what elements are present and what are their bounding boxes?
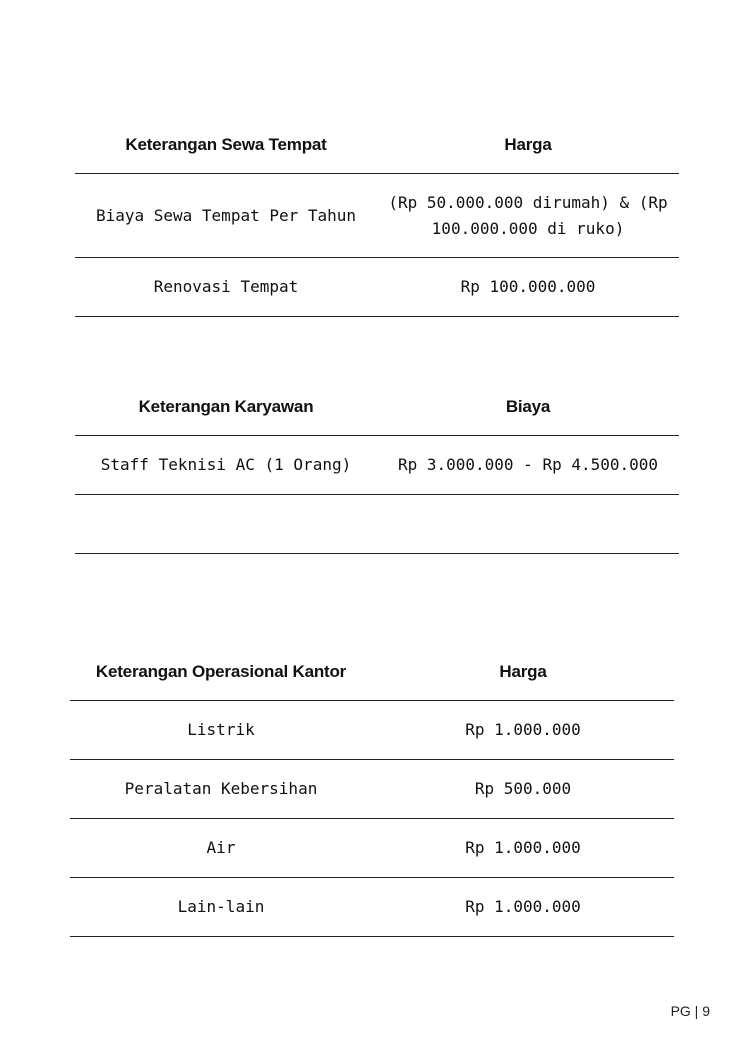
table-row-empty — [75, 495, 679, 554]
table-header — [75, 378, 679, 436]
header-harga: Harga — [499, 661, 547, 681]
header-keterangan: Keterangan Operasional Kantor — [95, 661, 347, 681]
page-number: PG | 9 — [670, 1003, 710, 1019]
table-header — [70, 643, 674, 701]
cell-keterangan: Staff Teknisi AC (1 Orang) — [100, 455, 352, 474]
cell-harga: Rp 100.000.000 — [460, 277, 596, 296]
cell-keterangan: Listrik — [187, 720, 255, 739]
cell-keterangan: Air — [206, 838, 236, 857]
cell-keterangan: Renovasi Tempat — [153, 277, 299, 296]
cell-harga: Rp 1.000.000 — [465, 720, 581, 739]
table-row — [75, 174, 679, 258]
cell-harga: Rp 1.000.000 — [465, 838, 581, 857]
table-sewa-tempat — [75, 116, 679, 317]
header-biaya: Biaya — [505, 396, 551, 416]
table-karyawan — [75, 378, 679, 554]
cell-harga: Rp 500.000 — [474, 779, 572, 798]
header-keterangan: Keterangan Karyawan — [138, 396, 314, 416]
cell-keterangan: Peralatan Kebersihan — [124, 779, 318, 798]
table-row — [70, 878, 674, 937]
cell-keterangan: Biaya Sewa Tempat Per Tahun — [95, 205, 357, 225]
header-keterangan: Keterangan Sewa Tempat — [125, 134, 327, 154]
cell-harga: Rp 1.000.000 — [465, 897, 581, 916]
table-row — [70, 819, 674, 878]
table-row — [75, 258, 679, 317]
cell-keterangan: Lain-lain — [177, 897, 265, 916]
table-row — [70, 760, 674, 819]
cell-harga: (Rp 50.000.000 dirumah) & (Rp 100.000.000 di ruko) — [388, 192, 668, 238]
header-harga: Harga — [504, 134, 552, 154]
cell-biaya: Rp 3.000.000 - Rp 4.500.000 — [397, 455, 659, 474]
table-operasional-kantor — [70, 643, 674, 937]
table-header — [75, 116, 679, 174]
table-row — [75, 436, 679, 495]
table-row — [70, 701, 674, 760]
